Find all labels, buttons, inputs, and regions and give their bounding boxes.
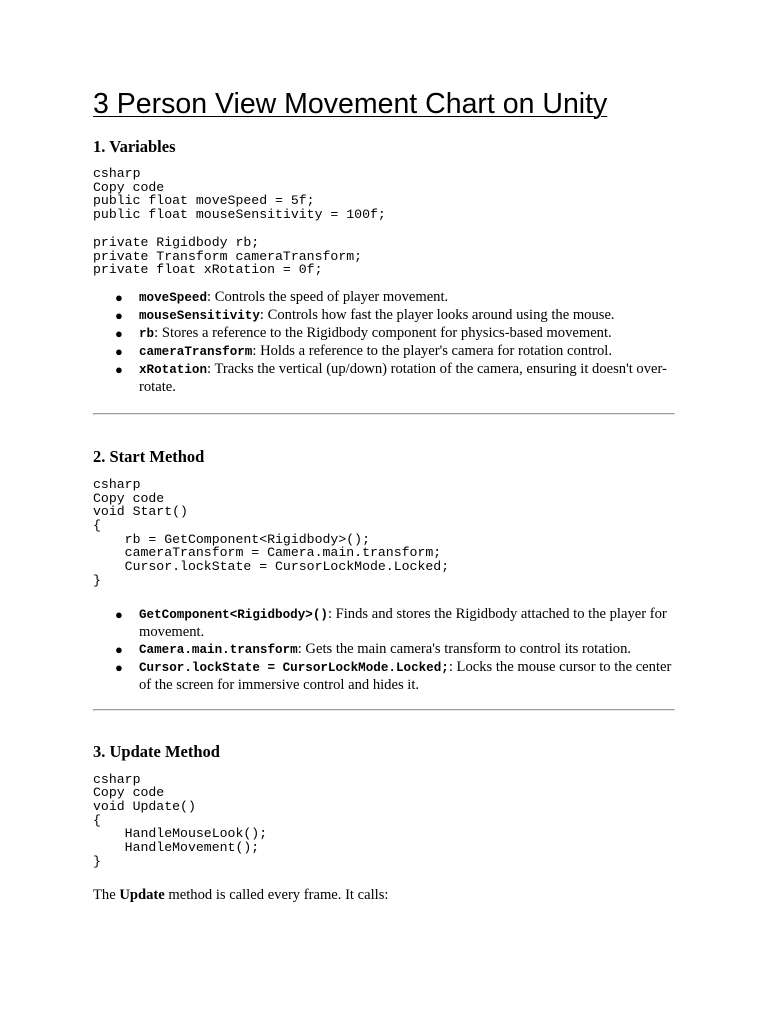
code-term: cameraTransform [139, 344, 253, 359]
code-term: Cursor.lockState = CursorLockMode.Locked; [139, 660, 449, 675]
code-block-update-method: csharp Copy code void Update() { HandleMouseLook(); HandleMovement(); } [93, 771, 268, 869]
bullet-icon: ● [115, 606, 123, 622]
bullet-icon: ● [115, 641, 123, 657]
list-item [93, 606, 675, 641]
section-divider [93, 709, 675, 711]
paragraph-text: The [93, 887, 120, 904]
section-divider [93, 413, 675, 415]
code-block-variables-public: csharp Copy code public float moveSpeed = 5f; public float mouseSensitivity = 100f; [93, 166, 386, 223]
list-item [93, 361, 675, 396]
code-block-variables-private: private Rigidbody rb; private Transform cameraTransform; private float xRotation = 0f; [93, 234, 363, 278]
code-term: GetComponent<Rigidbody>() [139, 607, 328, 622]
start-method-bullet-list [93, 606, 675, 694]
list-item-text: : Locks the mouse cursor to the center of the screen for immersive control and hides it. [139, 658, 672, 693]
list-item-text: : Holds a reference to the player's camera for rotation control. [252, 342, 612, 359]
code-term: moveSpeed [139, 290, 208, 305]
bullet-icon: ● [115, 307, 123, 323]
section-heading-variables: 1. Variables [93, 137, 176, 156]
section-heading-update-method: 3. Update Method [93, 741, 220, 761]
document-title: 3 Person View Movement Chart on Unity [93, 88, 608, 120]
update-method-paragraph [93, 886, 675, 904]
list-item [93, 289, 675, 307]
code-term: mouseSensitivity [139, 308, 260, 323]
list-item-text: : Tracks the vertical (up/down) rotation of the camera, ensuring it doesn't over-rotate. [139, 360, 667, 395]
list-item [93, 325, 675, 343]
bullet-icon: ● [115, 361, 123, 377]
list-item-text: : Stores a reference to the Rigidbody component for physics-based movement. [154, 324, 612, 341]
paragraph-bold-term: Update [119, 887, 165, 904]
list-item [93, 659, 675, 694]
bullet-icon: ● [115, 343, 123, 359]
list-item-text: : Controls the speed of player movement. [207, 288, 449, 305]
paragraph-text: method is called every frame. It calls: [164, 887, 389, 904]
list-item [93, 641, 675, 659]
code-term: Camera.main.transform [139, 642, 298, 657]
section-heading-start-method: 2. Start Method [93, 446, 205, 466]
code-term: rb [139, 326, 155, 341]
code-term: xRotation [139, 362, 208, 377]
bullet-icon: ● [115, 289, 123, 305]
list-item-text: : Controls how fast the player looks around using the mouse. [259, 306, 615, 323]
list-item [93, 307, 675, 325]
bullet-icon: ● [115, 659, 123, 675]
bullet-icon: ● [115, 325, 123, 341]
document-page [93, 86, 675, 904]
list-item-text: : Gets the main camera's transform to control its rotation. [297, 640, 632, 657]
list-item [93, 343, 675, 361]
variables-bullet-list [93, 289, 675, 396]
code-block-start-method: csharp Copy code void Start() { rb = GetComponent<Rigidbody>(); cameraTransform = Camera.main.transform; Cursor.lockState = CursorLockMode.Locked; } [93, 476, 450, 588]
list-item-text: : Finds and stores the Rigidbody attached to the player for movement. [139, 605, 667, 640]
